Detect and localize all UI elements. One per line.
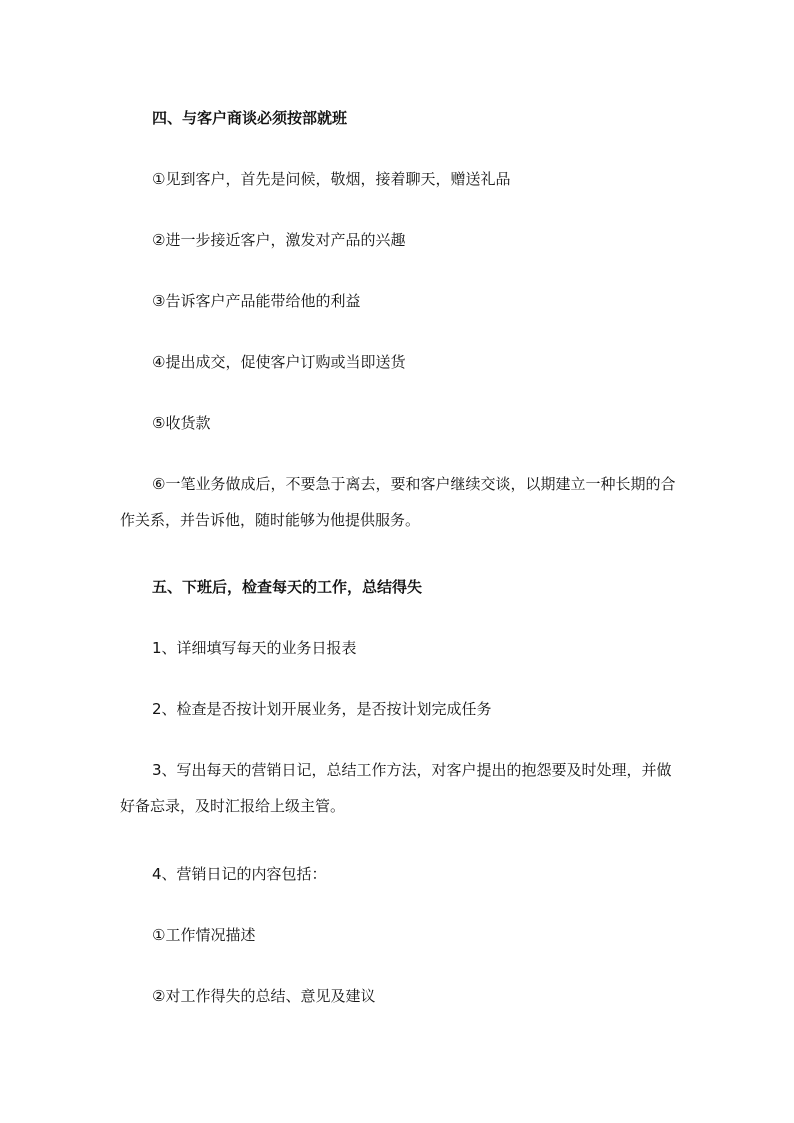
section-heading-5: 五、下班后，检查每天的工作，总结得失 [152,578,423,596]
list-item: 2、检查是否按计划开展业务，是否按计划完成任务 [152,700,492,718]
list-item: ④提出成交，促使客户订购或当即送货 [152,353,406,371]
list-item: ②对工作得失的总结、意见及建议 [152,987,376,1005]
section-heading-4: 四、与客户商谈必须按部就班 [152,109,348,127]
list-item: 1、详细填写每天的业务日报表 [152,639,357,657]
list-item: 4、营销日记的内容包括： [152,865,327,883]
list-item: ⑤收货款 [152,414,211,432]
list-item: ②进一步接近客户，激发对产品的兴趣 [152,231,406,249]
list-item: ①工作情况描述 [152,926,256,944]
list-item: ③告诉客户产品能带给他的利益 [152,292,361,310]
list-item: 3、写出每天的营销日记，总结工作方法，对客户提出的抱怨要及时处理，并做好备忘录，及时汇报给上级主管。 [120,761,672,815]
list-item: ①见到客户，首先是问候，敬烟，接着聊天，赠送礼品 [152,170,511,188]
list-item: ⑥一笔业务做成后，不要急于离去，要和客户继续交谈，以期建立一种长期的合作关系，并告诉他，随时能够为他提供服务。 [120,475,676,529]
